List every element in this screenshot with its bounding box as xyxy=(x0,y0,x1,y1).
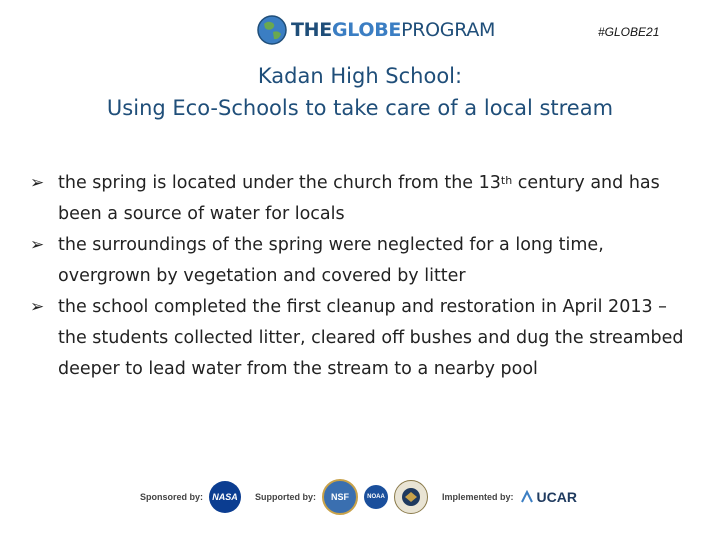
bullet-text: the surroundings of the spring were neglected for a long time, overgrown by vegetation and covered by litter xyxy=(58,235,604,286)
ucar-logo xyxy=(520,489,577,505)
ucar-mark-icon xyxy=(520,490,534,504)
logo-program: PROGRAM xyxy=(401,19,496,41)
bullet-item xyxy=(30,292,700,385)
globe-program-logo xyxy=(256,12,495,48)
logo-globe: GLOBE xyxy=(331,19,402,41)
slide-title xyxy=(0,60,720,124)
noaa-logo-icon: NOAA xyxy=(364,485,388,509)
bullet-item xyxy=(30,230,700,292)
bullet-item xyxy=(30,168,700,230)
arrow-bullet-icon: ➢ xyxy=(30,297,45,317)
bullet-text: the spring is located under the church from the 13th century and has been a source of water for locals xyxy=(58,173,660,224)
nasa-logo-icon: NASA xyxy=(209,481,241,513)
sponsored-by-label: Sponsored by: xyxy=(140,492,204,502)
title-line-2: Using Eco-Schools to take care of a local stream xyxy=(106,96,614,120)
globe-icon xyxy=(256,14,288,46)
supported-by-label: Supported by: xyxy=(255,492,317,502)
state-department-seal-icon xyxy=(394,480,428,514)
ucar-text: UCAR xyxy=(536,489,577,505)
arrow-bullet-icon: ➢ xyxy=(30,173,45,193)
arrow-bullet-icon: ➢ xyxy=(30,235,45,255)
implemented-by-label: Implemented by: xyxy=(442,492,514,502)
bullet-text: the school completed the first cleanup and restoration in April 2013 – the students collected litter, cleared off bushes and dug the streambed deeper to lead water from the stream to a nearby pool xyxy=(58,297,684,379)
hashtag: #GLOBE21 xyxy=(598,25,660,39)
logo-the: THE xyxy=(291,19,332,41)
sponsor-footer xyxy=(140,478,577,516)
title-line-1: Kadan High School: xyxy=(257,64,463,88)
bullet-list xyxy=(30,168,700,385)
nsf-logo-icon: NSF xyxy=(322,479,358,515)
